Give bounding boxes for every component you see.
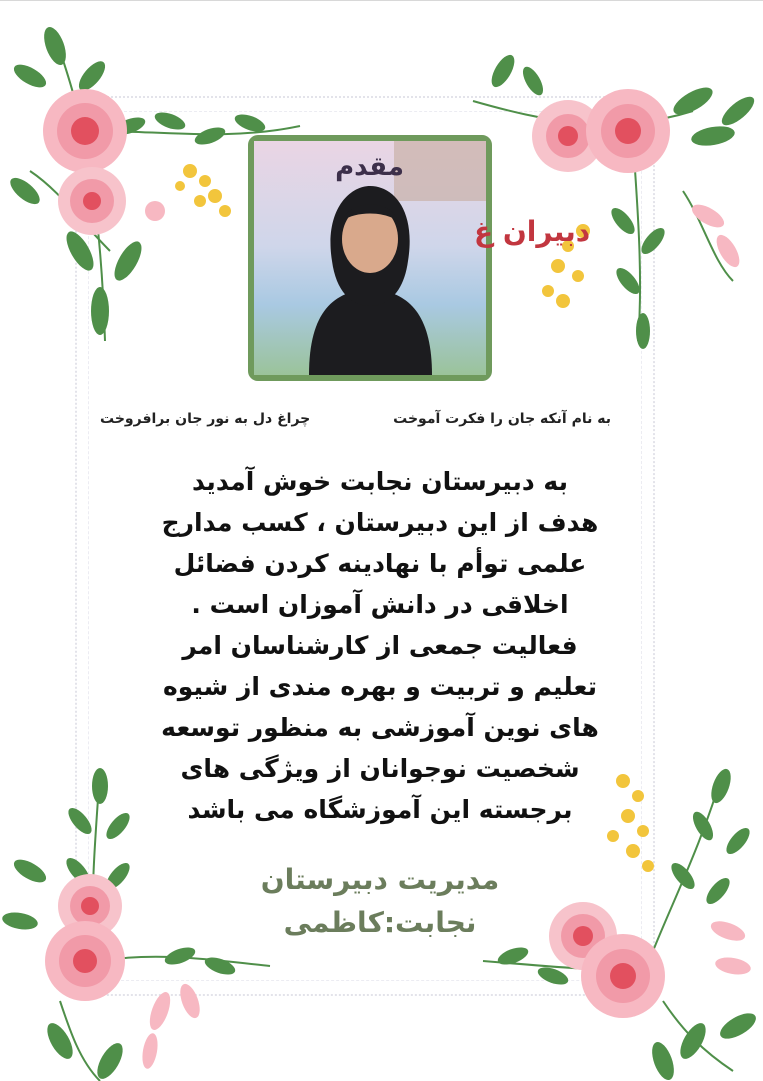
- floral-corner-top-right: [463, 41, 763, 371]
- message-line: تعلیم و تربیت و بهره مندی از شیوه: [163, 672, 597, 701]
- poem-verse-left: چراغ دل به نور جان برافروخت: [100, 411, 311, 427]
- message-line: فعالیت جمعی از کارشناسان امر: [182, 631, 578, 660]
- message-line: اخلاقی در دانش آموزان است .: [191, 590, 569, 619]
- message-line: برجسته این آموزشگاه می باشد: [187, 795, 573, 824]
- signature-name: نجابت:کاظمی: [283, 906, 477, 939]
- portrait-illustration: [254, 141, 591, 375]
- message-line: های نوین آموزشی به منظور توسعه: [161, 713, 599, 742]
- welcome-message: [110, 461, 650, 830]
- banner-text-middle: دبیران غ: [474, 215, 591, 248]
- message-line: شخصیت نوجوانان از ویژگی های: [180, 754, 580, 783]
- principal-photo: [248, 135, 591, 381]
- message-line: هدف از این دبیرستان ، کسب مدارج: [161, 508, 599, 537]
- poem-verse-right: به نام آنکه جان را فکرت آموخت: [393, 411, 611, 427]
- message-line: علمی توأم با نهادینه کردن فضائل: [173, 549, 587, 578]
- banner-text-top: مقدم: [335, 152, 404, 182]
- signature-title: مدیریت دبیرستان: [260, 863, 500, 896]
- message-line: به دبیرستان نجابت خوش آمدید: [191, 467, 568, 496]
